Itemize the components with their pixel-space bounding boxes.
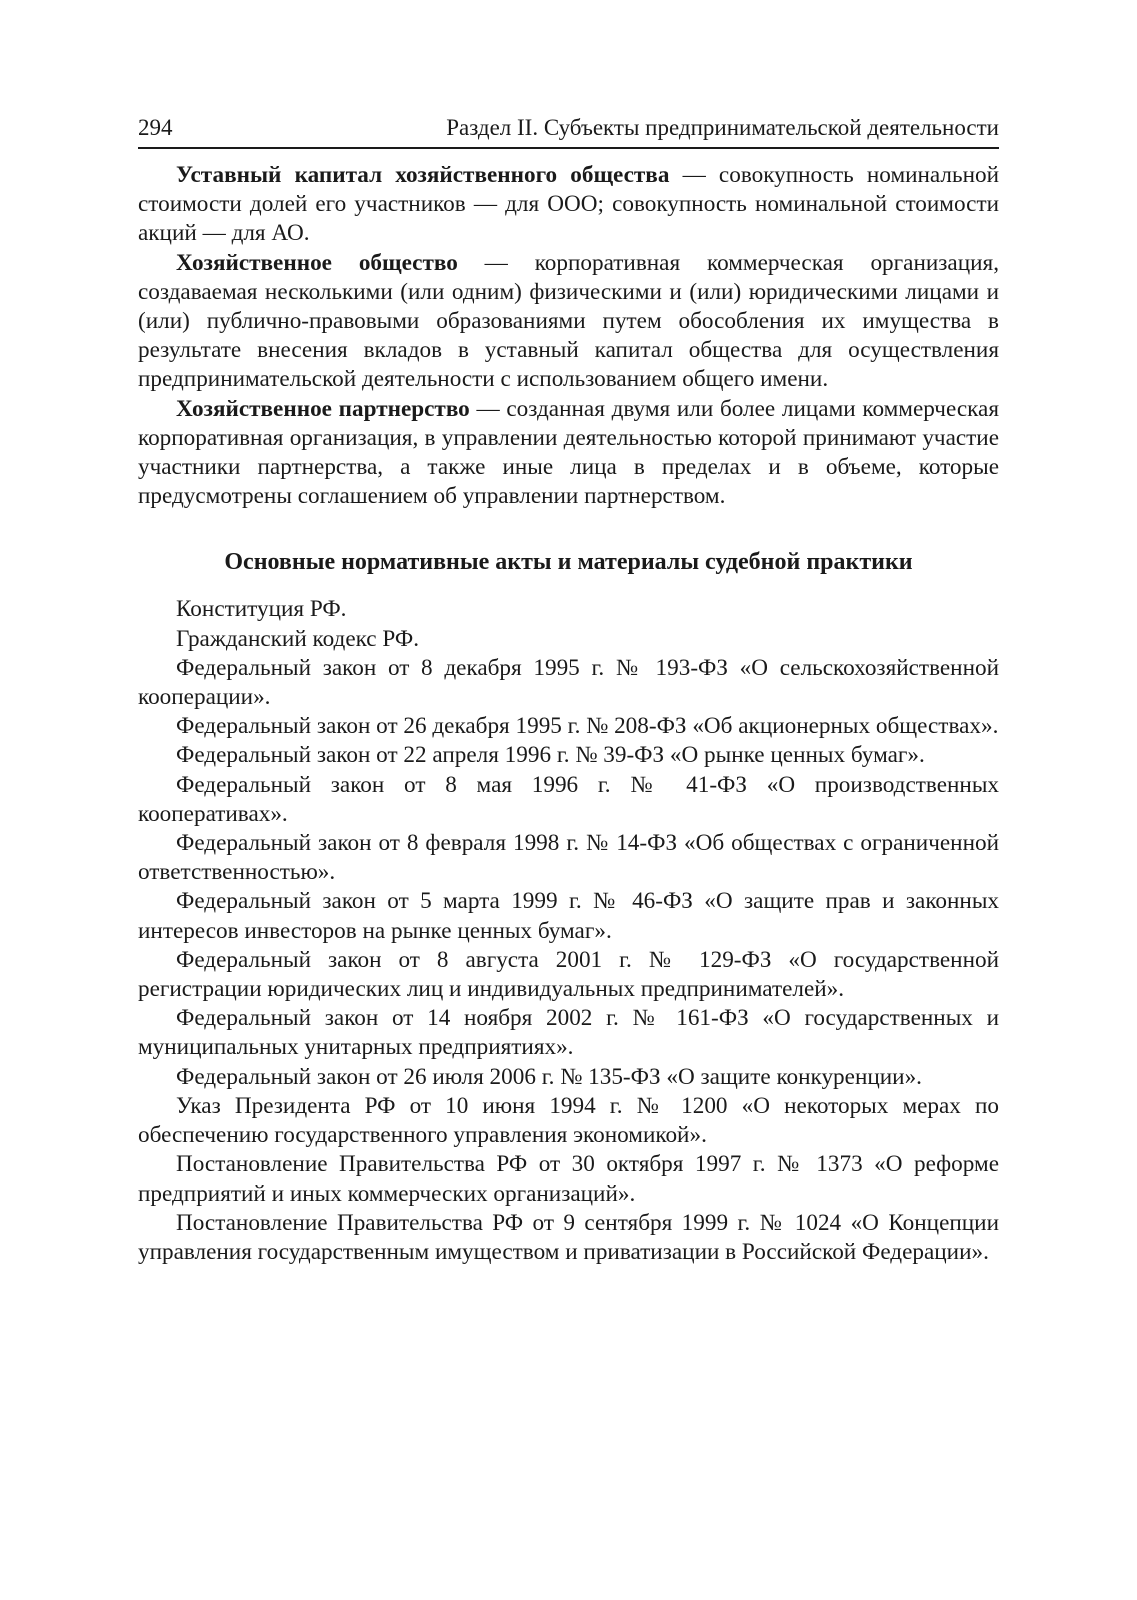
legal-act-item: Федеральный закон от 14 ноября 2002 г. № 161-ФЗ «О государственных и муниципальных унитарных предприятиях». <box>138 1005 999 1061</box>
legal-act-item: Федеральный закон от 8 февраля 1998 г. № 14-ФЗ «Об обществах с ограниченной ответственностью». <box>138 830 999 886</box>
definition-term: Хозяйственное партнерство <box>176 395 470 422</box>
legal-act-item: Федеральный закон от 8 мая 1996 г. № 41-ФЗ «О производственных кооперативах». <box>138 771 999 827</box>
running-header <box>138 112 999 149</box>
legal-act-item: Конституция РФ. <box>176 596 347 623</box>
section-title: Раздел II. Субъекты предпринимательской деятельности <box>446 115 999 140</box>
definition-text: — совокупность номинальной стоимости долей его участников — для ООО; совокупность номинальной стоимости акций — для АО. <box>138 162 999 247</box>
legal-act-item: Федеральный закон от 8 декабря 1995 г. № 193-ФЗ «О сельскохозяйственной кооперации». <box>138 654 999 711</box>
legal-act-item: Постановление Правительства РФ от 9 сентября 1999 г. № 1024 «О Концепции управления государственным имуществом и приватизации в Российской Федерации». <box>138 1209 999 1265</box>
definition-text: — созданная двумя или более лицами коммерческая корпоративная организация, в управлении деятельностью которой принимают участие участники партнерства, а также иные лица в пределах и в объеме, которые предусмотрены соглашением об управлении партнерством. <box>138 395 999 510</box>
definition-paragraph <box>138 395 999 512</box>
legal-act-item: Гражданский кодекс РФ. <box>176 625 420 652</box>
page-number: 294 <box>138 115 173 140</box>
legal-act-item: Федеральный закон от 26 июля 2006 г. № 135-ФЗ «О защите конкуренции». <box>176 1063 922 1090</box>
definition-paragraph <box>138 249 999 395</box>
legal-act-item: Постановление Правительства РФ от 30 октября 1997 г. № 1373 «О реформе предприятий и иных коммерческих организаций». <box>138 1151 999 1207</box>
legal-act-item: Федеральный закон от 5 марта 1999 г. № 46-ФЗ «О защите прав и законных интересов инвесторов на рынке ценных бумаг». <box>138 888 999 944</box>
legal-act-item: Федеральный закон от 26 декабря 1995 г. № 208-ФЗ «Об акционерных обществах». <box>176 713 999 740</box>
book-page <box>138 112 999 1267</box>
page-content <box>138 161 999 1267</box>
definition-term: Уставный капитал хозяйственного общества <box>176 162 670 188</box>
legal-act-item: Федеральный закон от 22 апреля 1996 г. № 39-ФЗ «О рынке ценных бумаг». <box>176 742 925 769</box>
legal-act-item: Федеральный закон от 8 августа 2001 г. № 129-ФЗ «О государственной регистрации юридических лиц и индивидуальных предпринимателей». <box>138 946 999 1003</box>
definition-text: — корпоративная коммерческая организация, создаваемая несколькими (или одним) физическими и (или) юридическими лицами и (или) публично-правовыми образованиями путем обособления их имущества в результате внесения вкладов в уставный капитал общества для осуществления предпринимательской деятельности с использованием общего имени. <box>138 249 999 393</box>
legal-act-item: Указ Президента РФ от 10 июня 1994 г. № 1200 «О некоторых мерах по обеспечению государственного управления экономикой». <box>138 1092 999 1149</box>
definition-term: Хозяйственное общество <box>176 249 458 276</box>
definition-paragraph <box>138 161 999 249</box>
section-heading: Основные нормативные акты и материалы судебной практики <box>224 549 913 576</box>
